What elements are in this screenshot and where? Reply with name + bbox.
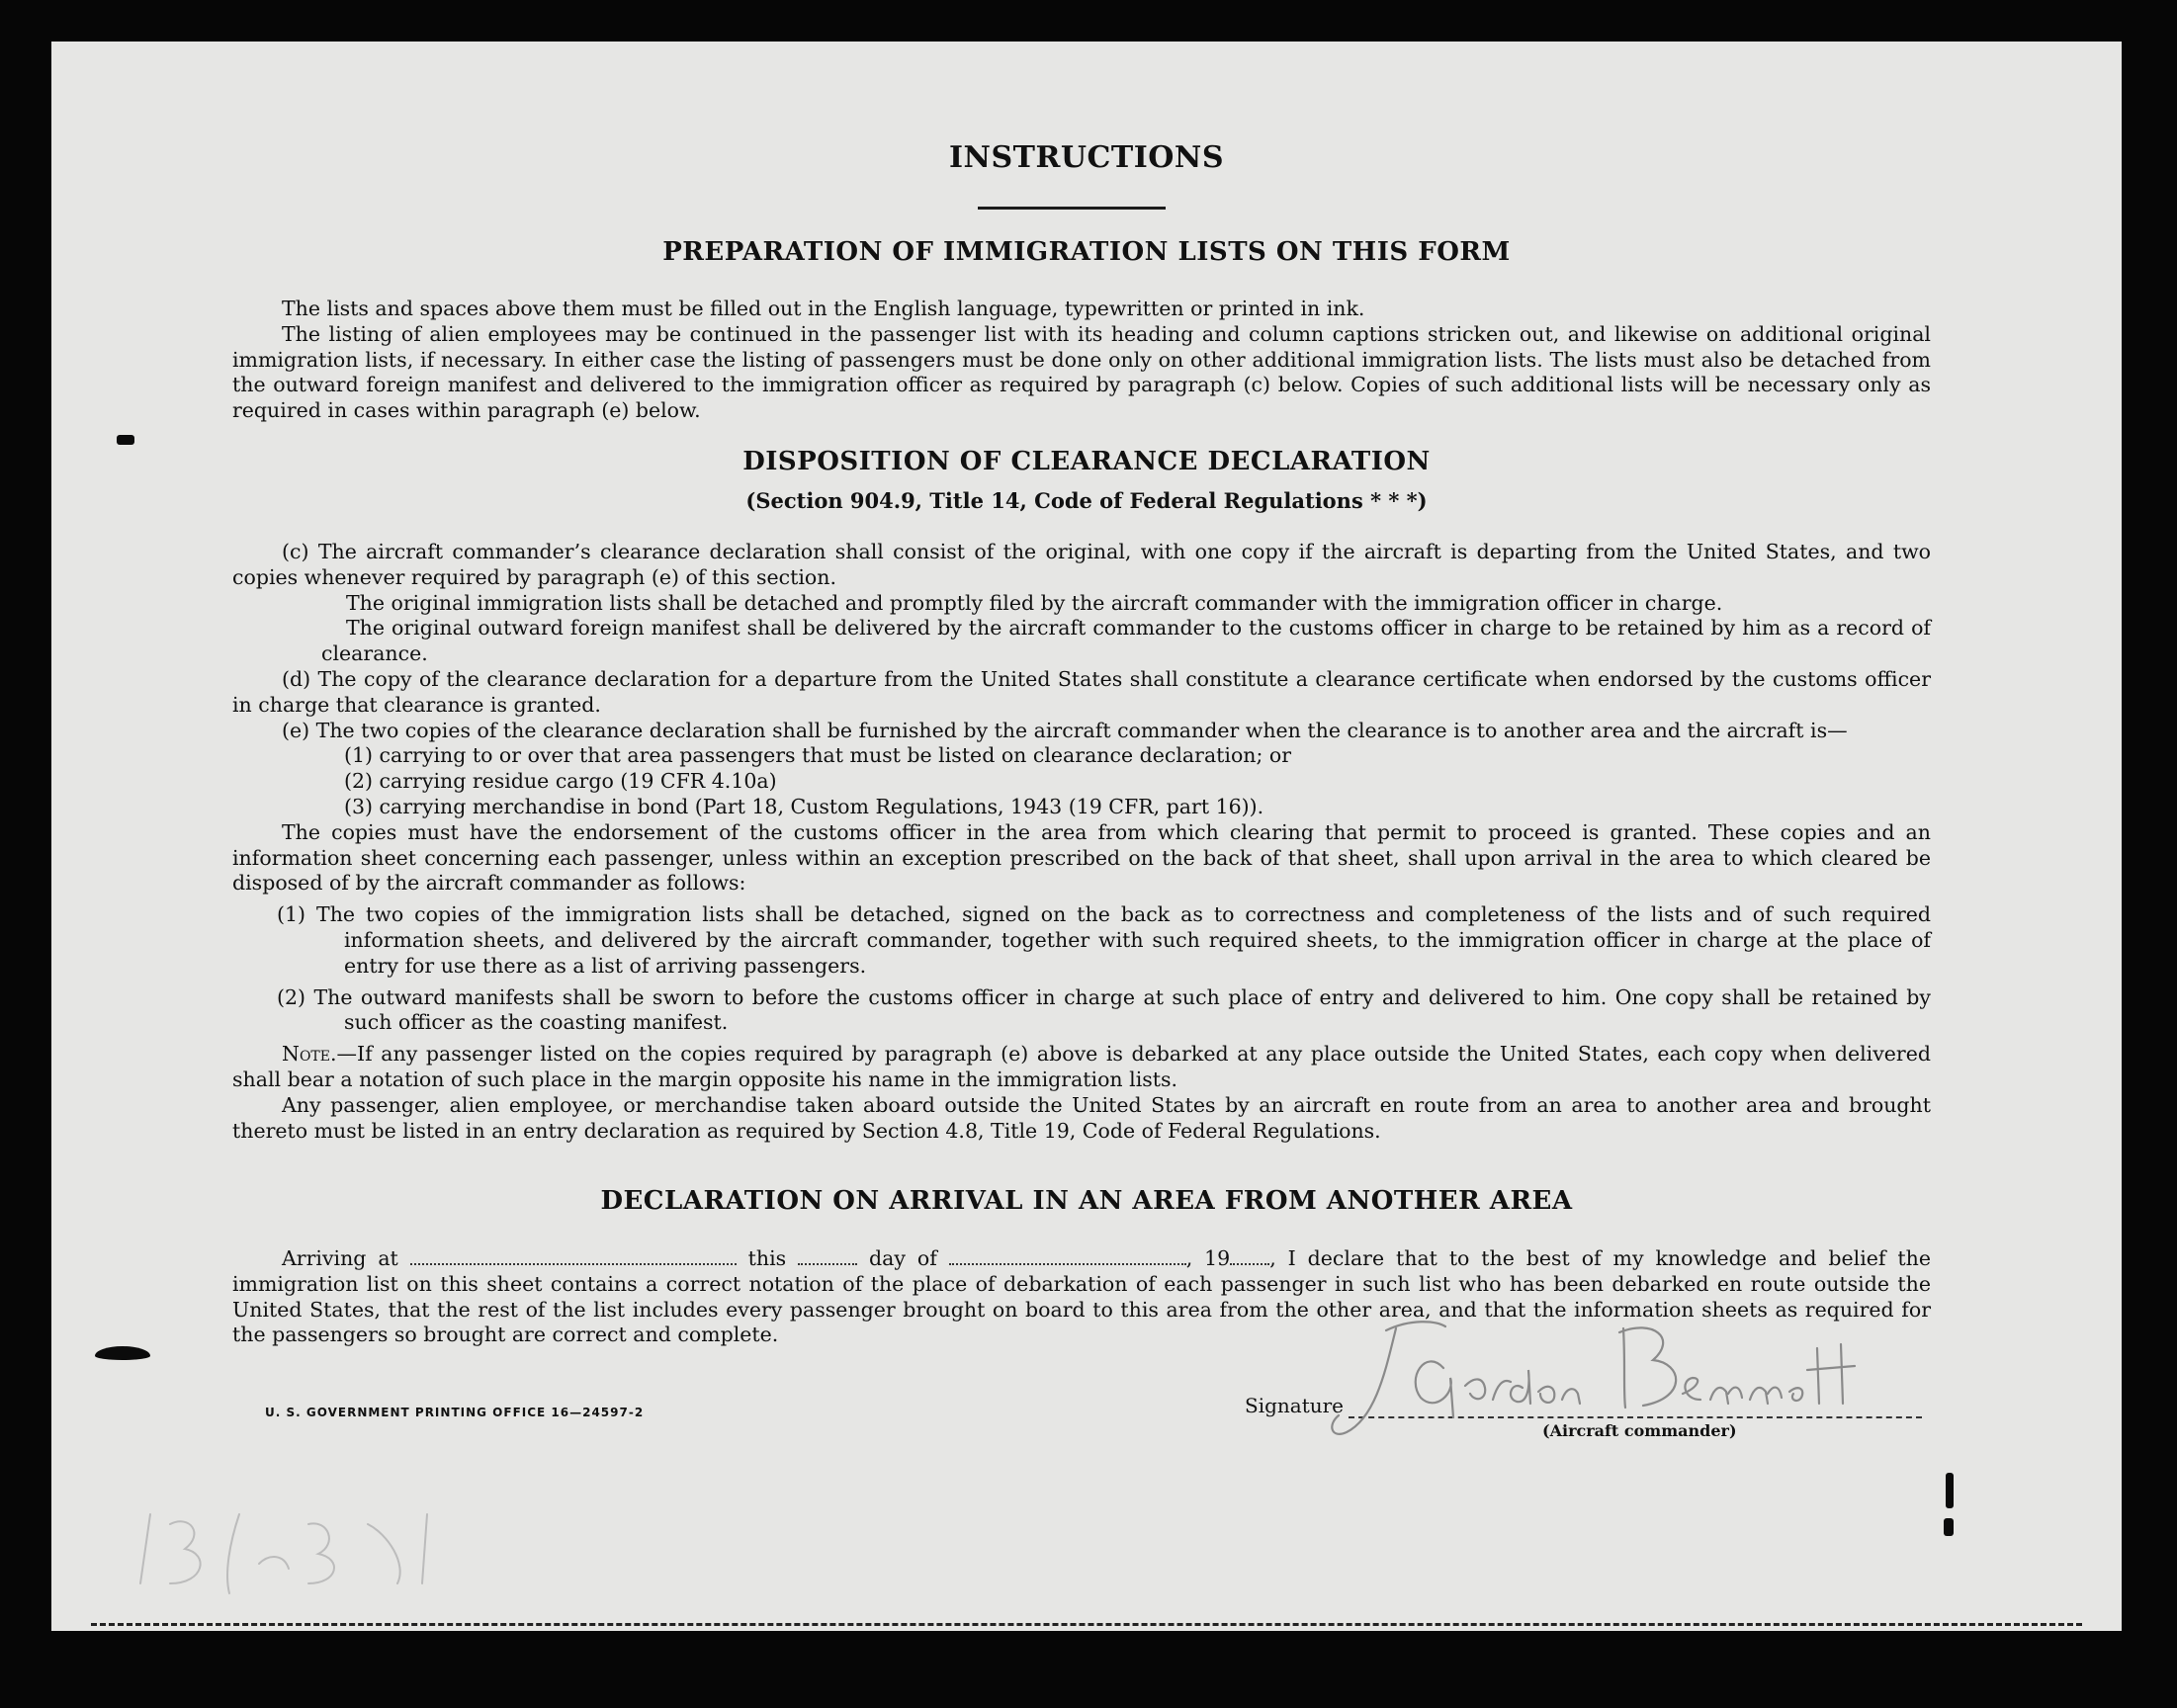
day-of-label: day of xyxy=(869,1246,937,1270)
year-label: , 19 xyxy=(1185,1246,1231,1270)
disposition-body xyxy=(232,540,1931,1144)
list-item: (3) carrying merchandise in bond (Part 18, Custom Regulations, 1943 (19 CFR, part 16)). xyxy=(344,794,1264,818)
faded-ink-bleedthrough xyxy=(111,1485,467,1603)
scan-mark xyxy=(1944,1518,1954,1536)
list-item: (2) carrying residue cargo (19 CFR 4.10a) xyxy=(344,769,777,794)
arriving-at-label: Arriving at xyxy=(282,1246,398,1270)
declaration-text: , I declare that to the best of my knowledge and belief the immigration list on this sheet contains a correct notation of the place of debarkation of each passenger in such list who has been debarked en route outside the United States, that the rest of the list includes every passenger brought on board to this area from the other area, and that the information sheets as required for the passengers so brought are correct and complete. xyxy=(232,1246,1931,1347)
title-underline xyxy=(978,207,1166,210)
section-subheading: (Section 904.9, Title 14, Code of Federal Regulations * * *) xyxy=(745,488,1428,513)
preparation-body xyxy=(232,297,1931,424)
numbered-item-1: (1) The two copies of the immigration lists shall be detached, signed on the back as to correctness and completeness of the lists and of such required information sheets, and delivered by the aircraft commander, together with such required sheets, to the immigration officer in charge at the place of entry for use there as a list of arriving passengers. xyxy=(277,902,1931,978)
day-blank xyxy=(798,1245,857,1265)
year-blank xyxy=(1230,1245,1269,1265)
section-heading-preparation: PREPARATION OF IMMIGRATION LISTS ON THIS FORM xyxy=(662,237,1511,267)
numbered-item-2: (2) The outward manifests shall be sworn to before the customs officer in charge at such place of entry and delivered to him. One copy shall be retained by such officer as the coasting manifest. xyxy=(277,984,1931,1035)
list-item: (1) carrying to or over that area passengers that must be listed on clearance declaration; or xyxy=(344,743,1292,768)
section-heading-disposition: DISPOSITION OF CLEARANCE DECLARATION xyxy=(742,447,1431,476)
paragraph-any-passenger: Any passenger, alien employee, or merchandise taken aboard outside the United States by an aircraft en route from an area to another area and brought thereto must be listed in an entry declaration as required by Section 4.8, Title 19, Code of Federal Regulations. xyxy=(232,1092,1931,1143)
signature-caption: (Aircraft commander) xyxy=(1542,1421,1737,1440)
signature-label: Signature xyxy=(1245,1394,1345,1417)
scan-mark xyxy=(95,1346,150,1360)
perforation-line xyxy=(91,1623,2082,1626)
month-blank xyxy=(949,1245,1186,1265)
paragraph-d: (d) The copy of the clearance declaration for a departure from the United States shall constitute a clearance certificate when endorsed by the customs officer in charge that clearance is granted. xyxy=(232,666,1931,717)
scan-mark xyxy=(117,435,134,445)
document-sheet xyxy=(51,42,2122,1631)
printer-imprint: U. S. GOVERNMENT PRINTING OFFICE 16—24597-2 xyxy=(265,1406,645,1419)
paragraph-copies: The copies must have the endorsement of the customs officer in the area from which clearing that permit to proceed is granted. These copies and an information sheet concerning each passenger, unless within an exception prescribed on the back of that sheet, shall upon arrival in the area to which cleared be disposed of by the aircraft commander as follows: xyxy=(232,819,1931,896)
arriving-at-blank xyxy=(410,1245,737,1265)
this-label: this xyxy=(747,1246,787,1270)
note-text: —If any passenger listed on the copies required by paragraph (e) above is debarked at any place outside the United States, each copy when delivered shall bear a notation of such place in the margin opposite his name in the immigration lists. xyxy=(232,1042,1931,1091)
handwritten-signature xyxy=(1327,1309,1880,1457)
paragraph: The lists and spaces above them must be filled out in the English language, typewritten or printed in ink. xyxy=(282,297,1365,320)
paragraph-e: (e) The two copies of the clearance declaration shall be furnished by the aircraft commander when the clearance is to another area and the aircraft is— xyxy=(282,718,1848,742)
paragraph-c-lists: The original immigration lists shall be detached and promptly filed by the aircraft commander with the immigration officer in charge. xyxy=(346,590,1723,615)
note-label: Note. xyxy=(282,1042,337,1067)
page-title: INSTRUCTIONS xyxy=(949,140,1224,175)
paragraph-c: (c) The aircraft commander’s clearance declaration shall consist of the original, with one copy if the aircraft is departing from the United States, and two copies whenever required by paragraph (e) of this section. xyxy=(232,540,1931,589)
paragraph-c-manifest: The original outward foreign manifest shall be delivered by the aircraft commander to the customs officer in charge to be retained by him as a record of clearance. xyxy=(321,616,1931,666)
note-paragraph xyxy=(232,1042,1931,1093)
scan-mark xyxy=(1946,1473,1954,1508)
section-heading-declaration: DECLARATION ON ARRIVAL IN AN AREA FROM ANOTHER AREA xyxy=(600,1186,1573,1216)
paragraph: The listing of alien employees may be continued in the passenger list with its heading and column captions stricken out, and likewise on additional original immigration lists, if necessary. In either case the listing of passengers must be done only on other additional immigration lists. The lists must also be detached from the outward foreign manifest and delivered to the immigration officer as required by paragraph (c) below. Copies of such additional lists will be necessary only as required in cases within paragraph (e) below. xyxy=(232,321,1931,423)
